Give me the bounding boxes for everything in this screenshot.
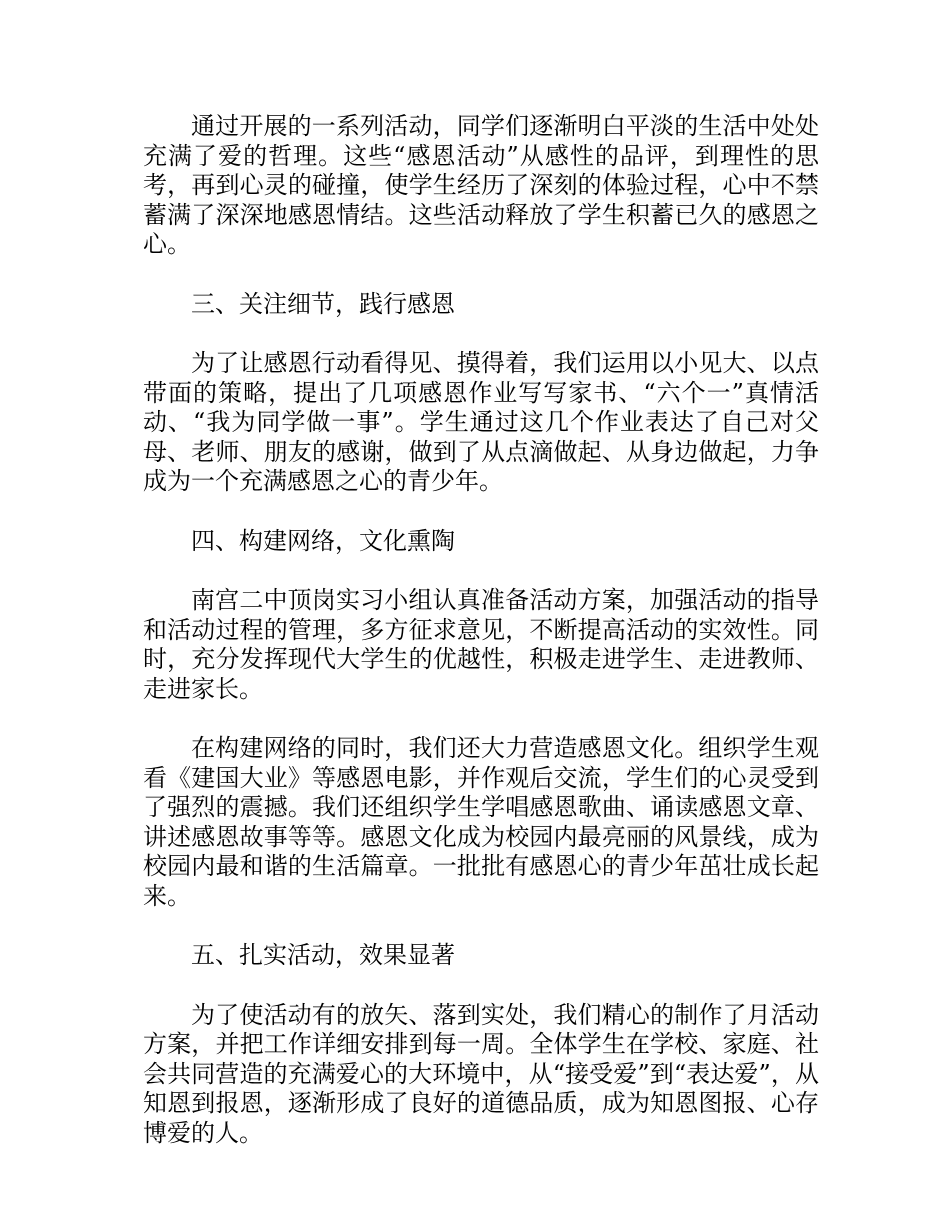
section-heading-4: 四、构建网络，文化熏陶 <box>191 526 455 555</box>
paragraph-activities-summary: 通过开展的一系列活动，同学们逐渐明白平淡的生活中处处充满了爱的哲理。这些“感恩活动”从感性的品评，到理性的思考，再到心灵的碰撞，使学生经历了深刻的体验过程，心中不禁蓄满了深深地感恩情结。这些活动释放了学生积蓄已久的感恩之心。 <box>143 112 819 258</box>
section-heading-3: 三、关注细节，践行感恩 <box>191 289 455 318</box>
document-body <box>143 112 819 1178</box>
paragraph-internship-group: 南宫二中顶岗实习小组认真准备活动方案，加强活动的指导和活动过程的管理，多方征求意见，不断提高活动的实效性。同时，充分发挥现代大学生的优越性，积极走进学生、走进教师、走进家长。 <box>143 586 819 703</box>
section-heading-5: 五、扎实活动，效果显著 <box>191 941 455 969</box>
paragraph-gratitude-culture: 在构建网络的同时，我们还大力营造感恩文化。组织学生观看《建国大业》等感恩电影，并作观后交流，学生们的心灵受到了强烈的震撼。我们还组织学生学唱感恩歌曲、诵读感恩文章、讲述感恩故事等等。感恩文化成为校园内最亮丽的风景线，成为校园内最和谐的生活篇章。一批批有感恩心的青少年茁壮成长起来。 <box>143 734 819 910</box>
paragraph-gratitude-homework: 为了让感恩行动看得见、摸得着，我们运用以小见大、以点带面的策略，提出了几项感恩作业写写家书、“六个一”真情活动、“我为同学做一事”。学生通过这几个作业表达了自己对父母、老师、朋友的感谢，做到了从点滴做起、从身边做起，力争成为一个充满感恩之心的青少年。 <box>143 349 819 495</box>
paragraph-monthly-plan: 为了使活动有的放矢、落到实处，我们精心的制作了月活动方案，并把工作详细安排到每一周。全体学生在学校、家庭、社会共同营造的充满爱心的大环境中，从“接受爱”到“表达爱”，从知恩到报恩，逐渐形成了良好的道德品质，成为知恩图报、心存博爱的人。 <box>143 1000 819 1147</box>
